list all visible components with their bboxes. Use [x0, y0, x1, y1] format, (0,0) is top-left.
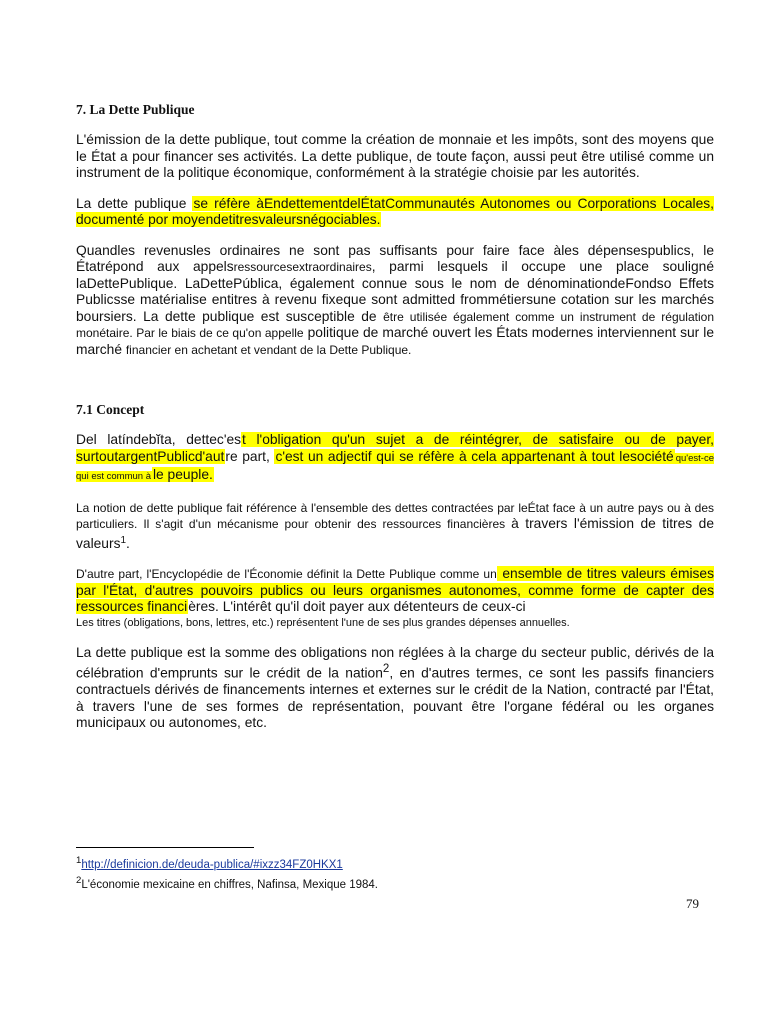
footnote-divider: [76, 847, 254, 848]
highlighted-text: se réfère àEndettementdelÉtatCommunautés Autonomes ou Corporations Locales, documenté por moyendetitresvaleursnégociables.: [76, 195, 714, 227]
paragraph-text: La dette publique: [76, 195, 193, 211]
paragraph-text: , parmi lesquels il occupe une place souligné laDettePublique. LaDettePública, également connue sous le nom de dénominationdeFondso Effets Publicsse matérialise entitres à revenu fixeque sont admitted frommétiersune cotation sur les marchés boursiers. La dette publique est susceptible de: [76, 259, 714, 324]
paragraph-definition: [76, 196, 714, 229]
paragraph-text: Del latíndebĭta, dettec'es: [76, 432, 242, 447]
paragraph-text: D'autre part, l'Encyclopédie de l'Économie définit la Dette Publique comme un: [76, 567, 497, 581]
footnote-ref-1[interactable]: 1: [120, 534, 127, 546]
page-number: 79: [686, 896, 699, 911]
highlighted-text: le peuple.: [152, 467, 213, 482]
footnote-2: [76, 873, 378, 893]
paragraph-text: ères. L'intérêt qu'il doit payer aux détenteurs de ceux-ci: [188, 599, 526, 614]
paragraph-text: , en d'autres termes, ce sont les passifs financiers contractuels dérivés de financements internes et externes sur le crédit de la Nation, contracté par l'État, à travers l'une de ses formes de représentation, pouvant être l'organe fédéral ou les organes municipaux ou autonomes, etc.: [76, 665, 715, 731]
footnote-link[interactable]: http://definicion.de/deuda-publica/#ixzz34FZ0HKX1: [81, 858, 343, 871]
paragraph-text: Quandles revenusles ordinaires ne sont pas suffisants pour faire face àles dépensespublics, le Étatrépond aux appels: [76, 242, 714, 274]
paragraph-intro: L'émission de la dette publique, tout comme la création de monnaie et les impôts, sont des moyens que le État a pour financer ses activités. La dette publique, de toute façon, aussi peut être utilisé comme un instrument de la politique économique, conformément à la stratégie choisie par les autorités.: [76, 132, 714, 180]
footnote-number: 1: [76, 855, 82, 866]
footnote-text: L'économie mexicaine en chiffres, Nafinsa, Mexique 1984.: [81, 878, 379, 891]
paragraph-encyclopedia: [76, 566, 714, 631]
paragraph-text: re part,: [225, 448, 275, 464]
highlighted-text: c'est un adjectif qui se réfère à cela appartenant à tout lesociété: [275, 448, 674, 464]
page-content: [76, 102, 714, 746]
paragraph-text: à travers l'émission de titres de valeurs: [76, 516, 715, 551]
highlighted-text: ensemble de titres valeurs émises par l'État, d'autres pouvoirs publics ou leurs organismes autonomes, comme forme de capter des ressources financi: [76, 566, 714, 614]
paragraph-etymology: [76, 432, 714, 486]
paragraph-text: La notion de dette publique fait référence à l'ensemble des dettes contractées par leÉtat face à un autre pays ou à des particuliers. Il s'agit d'un mécanisme pour obtenir des ressources financières: [76, 500, 714, 531]
section-title-concept: 7.1 Concept: [76, 402, 145, 417]
highlighted-text: t l'obligation qu'un sujet a de réintégrer, de satisfaire ou de payer, surtoutargentPublicd'aut: [76, 432, 714, 464]
paragraph-text: politique de marché ouvert les États modernes interviennent sur le marché: [76, 325, 714, 357]
footnote-number: 2: [76, 874, 82, 886]
paragraph-text: .: [126, 535, 130, 551]
small-text: financier en achetant et vendant de la Dette Publique.: [125, 342, 412, 357]
small-text: Les titres (obligations, bons, lettres, etc.) représentent l'une de ses plus grandes dépenses annuelles.: [76, 616, 570, 629]
highlighted-small-text: qu'est-ce qui est commun à: [76, 452, 714, 482]
section-title-dette-publique: 7. La Dette Publique: [76, 102, 195, 117]
footnote-1: [76, 853, 378, 873]
footnote-ref-2[interactable]: 2: [382, 663, 390, 675]
paragraph-revenues: [76, 243, 714, 359]
paragraph-text: La dette publique est la somme des obligations non réglées à la charge du secteur public, dérivés de la célébration d'emprunts sur le crédit de la nation: [76, 644, 714, 681]
small-text: être utilisée également comme un instrument de régulation monétaire. Par le biais de ce qu'on appelle: [76, 309, 714, 340]
footnotes: [76, 853, 378, 893]
paragraph-sum-obligations: [76, 645, 714, 732]
paragraph-notion: [76, 500, 714, 553]
small-text: ressourcesextraordinaires: [233, 260, 372, 274]
section-gap: [76, 372, 714, 402]
